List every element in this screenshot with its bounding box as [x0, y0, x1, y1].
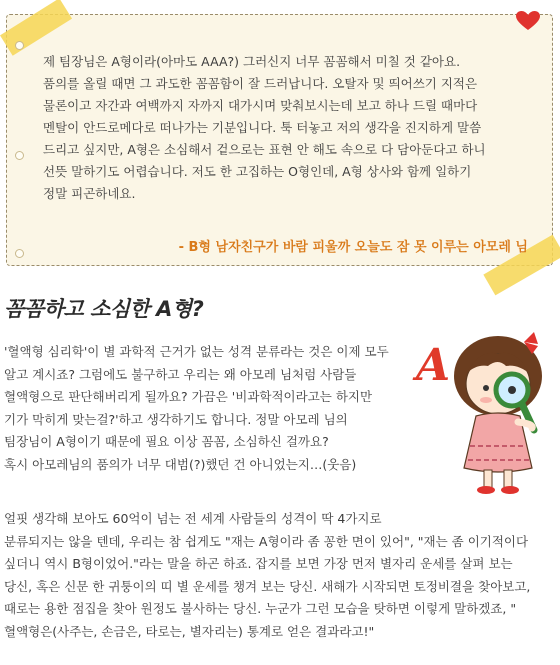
heart-icon: [516, 11, 540, 31]
binder-hole: [15, 151, 24, 160]
letter-a-icon: A: [416, 340, 451, 391]
paragraph-1: [4, 341, 389, 476]
tape-top-left: [0, 0, 72, 56]
girl-with-magnifier-illustration: [410, 318, 560, 498]
quote-line: 품의를 올릴 때면 그 과도한 꼼꼼함이 잘 드러납니다. 오탈자 및 띄어쓰기 지적은: [43, 76, 478, 91]
paragraph-line: 알고 계시죠? 그럼에도 불구하고 우리는 왜 아모레 님처럼 사람들: [4, 366, 357, 382]
paragraph-line: 혹시 아모레님의 품의가 너무 대범(?)했던 건 아니었는지…(웃음): [4, 456, 357, 472]
paragraph-line: 기가 막히게 맞는걸?'하고 생각하기도 합니다. 정말 아모레 님의: [4, 411, 348, 427]
binder-hole: [15, 41, 24, 50]
quote-text: [43, 51, 523, 205]
paragraph-line: 팀장님이 A형이기 때문에 필요 이상 꼼꼼, 소심하신 걸까요?: [4, 434, 329, 449]
quote-line: 물론이고 자간과 여백까지 자까지 대가시며 맞춰보시는데 보고 하나 드릴 때마다: [43, 98, 478, 113]
quote-line: 정말 피곤하네요.: [43, 186, 136, 201]
binder-hole: [15, 249, 24, 258]
paragraph-line: 싶더니 역시 B형이었어."라는 말을 하곤 하죠. 잡지를 보면 가장 먼저 별자리 운세를 살펴 보는: [4, 556, 513, 571]
quote-line: 선뜻 말하기도 어렵습니다. 저도 한 고집하는 O형인데, A형 상사와 함께 일하기: [43, 164, 472, 179]
paragraph-line: 얼핏 생각해 보아도 60억이 넘는 전 세계 사람들의 성격이 딱 4가지로: [4, 511, 382, 526]
paragraph-line: 분류되지는 않을 텐데, 우리는 참 쉽게도 "재는 A형이라 좀 꽁한 면이 있어", "재는 좀 이기적이다: [4, 533, 529, 549]
quote-line: 멘탈이 안드로메다로 떠나가는 기분입니다. 툭 터놓고 저의 생각을 진지하게 말씀: [43, 120, 482, 135]
paragraph-2: [4, 508, 530, 643]
quote-card: [6, 14, 553, 266]
paragraph-line: 당신, 혹은 신문 한 귀퉁이의 띠 별 운세를 챙겨 보는 당신. 새해가 시작되면 토정비결을 찾아보고,: [4, 578, 531, 594]
section-title: 꼼꼼하고 소심한 A형?: [4, 297, 204, 321]
paragraph-line: '혈액형 심리학'이 별 과학적 근거가 없는 성격 분류라는 것은 이제 모두: [4, 344, 389, 359]
quote-line: 드리고 싶지만, A형은 소심해서 겉으로는 표현 안 해도 속으로 다 담아둔다고 하니: [43, 142, 486, 157]
paragraph-line: 때로는 용한 점집을 찾아 원정도 불사하는 당신. 누군가 그런 모습을 탓하면 이렇게 말하겠죠, ": [4, 601, 517, 616]
quote-signature: - B형 남자친구가 바람 피울까 오늘도 잠 못 이루는 아모레 님: [178, 240, 528, 255]
quote-line: 제 팀장님은 A형이라(아마도 AAA?) 그러신지 너무 꼼꼼해서 미칠 것 같아요.: [43, 54, 461, 69]
paragraph-line: 혈액형으로 판단해버리게 될까요? 가끔은 '비과학적이라고는 하지만: [4, 389, 373, 404]
paragraph-line: 혈액형은(사주는, 손금은, 타로는, 별자리는) 통계로 얻은 결과라고!": [4, 623, 375, 639]
